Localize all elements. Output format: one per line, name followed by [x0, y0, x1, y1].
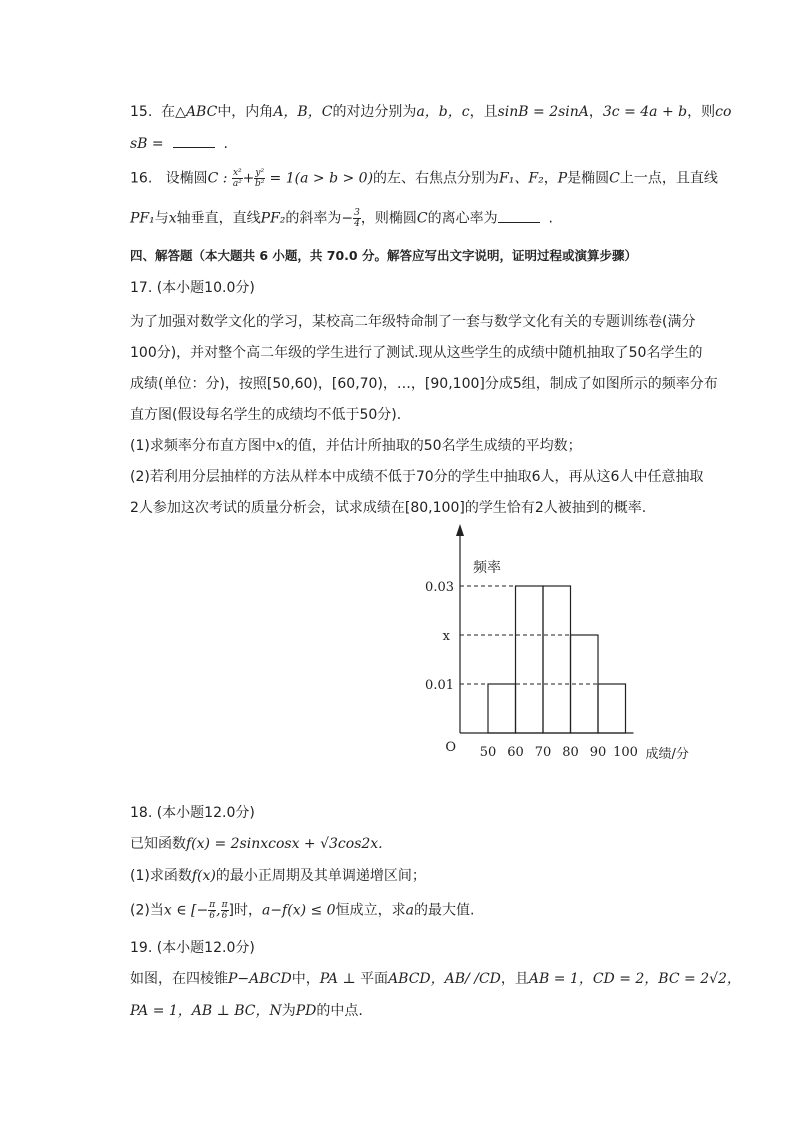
q18-text: 的最大值.: [413, 902, 475, 919]
plus: +: [242, 170, 255, 187]
q16-end: .: [548, 210, 553, 227]
q16-text: 设椭圆: [165, 170, 208, 187]
q16-number: 16.: [130, 170, 153, 187]
q15-text: 中，内角: [217, 104, 274, 120]
q17-part1: [130, 436, 582, 456]
plane-abcd: ABCD，AB/ /CD: [388, 971, 501, 987]
q18-text: 的最小正周期及其单调递增区间；: [215, 868, 426, 884]
segment-pd: PD: [295, 1003, 317, 1019]
histogram-bar: [516, 586, 544, 733]
q15-cos-part: co: [715, 104, 732, 120]
histogram-bar: [598, 684, 626, 733]
x-var: x: [275, 438, 284, 454]
q15-end: .: [223, 136, 228, 152]
line-pf1: PF₁: [130, 210, 155, 227]
q17-para-line: 直方图(假设每名学生的成绩均不低于50分).: [130, 407, 402, 423]
ellipse-name: C: [609, 170, 620, 187]
y-tick-label: 0.01: [425, 678, 454, 693]
q16-text: 是椭圆: [567, 170, 610, 187]
fraction-x2-a2: [232, 168, 243, 189]
q16-line1: [130, 168, 718, 189]
x-tick-label: 60: [507, 745, 524, 760]
frac-num: π: [209, 900, 216, 910]
x-axis-label: 成绩/分: [645, 747, 689, 762]
q15-text: 的对边分别为: [332, 104, 417, 120]
q18-text: 恒成立，求: [335, 902, 406, 919]
q16-text: 的离心率为: [427, 210, 498, 227]
q19-line2: [130, 1001, 363, 1021]
q19-text: 为: [281, 1003, 296, 1019]
q15-number: 15.: [130, 104, 153, 120]
q18-text: (1)求函数: [130, 868, 192, 884]
a-var: a: [405, 902, 414, 919]
function-f: f(x): [191, 868, 216, 884]
ellipse-condition: = 1(a > b > 0): [269, 170, 374, 187]
q16-text: 轴垂直，直线: [176, 210, 261, 227]
minus-sign: −: [341, 210, 354, 227]
frac-den: a²: [232, 179, 242, 189]
q19-text: 中，: [291, 971, 320, 987]
pyramid: P−ABCD: [228, 971, 292, 987]
frac-num: x²: [232, 168, 242, 178]
histogram-bar: [488, 684, 516, 733]
q15-text: ，且: [469, 104, 498, 120]
x-var: x: [168, 210, 177, 227]
q18-part2: [130, 900, 474, 921]
x-tick-label: 70: [534, 745, 552, 760]
q18-text: 已知函数: [130, 836, 186, 852]
y-axis-arrow: [456, 524, 464, 536]
y-tick-label: x: [442, 629, 450, 644]
equation-1: sinB = 2sinA: [497, 104, 589, 120]
q19-line1: [130, 969, 741, 989]
fraction-pi-6: [208, 900, 216, 921]
q16-text: 与: [154, 210, 169, 227]
q15-line2: [130, 134, 228, 154]
q19-text: 如图，在四棱锥: [130, 971, 228, 987]
fraction-y2-b2: [254, 168, 265, 189]
frac-den: 6: [221, 911, 228, 921]
frequency-histogram: [410, 520, 710, 770]
ellipse-name: C: [416, 210, 428, 227]
x-tick-label: 50: [479, 745, 497, 760]
frac-num: π: [221, 900, 228, 910]
y-axis-label: 频率: [473, 560, 501, 576]
q18-given: [130, 834, 383, 854]
q18-text: (2)当: [130, 902, 164, 919]
frac-num: 3: [354, 208, 360, 218]
q15-line1: [130, 102, 731, 122]
q19-header: 19. (本小题12.0分): [130, 940, 255, 956]
ellipse-name: C :: [207, 170, 228, 187]
q19-text: ，且: [500, 971, 529, 987]
q17-text: 的值，并估计所抽取的50名学生成绩的平均数；: [283, 438, 582, 454]
histogram-bar: [543, 586, 571, 733]
q18-text: ]时，: [228, 902, 262, 919]
q15-cos-expr: sB =: [130, 136, 164, 152]
x-tick-label: 90: [589, 745, 607, 760]
fraction-3-4: [353, 208, 361, 229]
frac-den: 4: [354, 219, 360, 229]
q17-text: (1)求频率分布直方图中: [130, 438, 276, 454]
pa-perp: PA ⊥: [319, 971, 361, 987]
q16-text: 上一点，且直线: [619, 170, 718, 187]
answer-blank[interactable]: [498, 210, 540, 223]
q17-para-line: 100分)，并对整个高二年级的学生进行了测试.现从这些学生的成绩中随机抽取了50名学生的: [130, 345, 703, 361]
q16-text: ，: [543, 170, 558, 187]
lengths: AB = 1，CD = 2，BC = 2√2，: [528, 971, 741, 987]
q17-part2-line1: (2)若利用分层抽样的方法从样本中成绩不低于70分的学生中抽取6人，再从这6人中任意抽取: [130, 469, 704, 485]
q16-text: 的斜率为: [285, 210, 342, 227]
q17-header: 17. (本小题10.0分): [130, 280, 255, 296]
q17-para-line: 成绩(单位：分)，按照[50,60)，[60,70)，…，[90,100]分成5组，制成了如图所示的频率分布: [130, 376, 718, 392]
inequality: a−f(x) ≤ 0: [261, 902, 336, 919]
q17-para-line: 为了加强对数学文化的学习，某校高二年级特命制了一套与数学文化有关的专题训练卷(满分: [130, 314, 696, 330]
q19-text: 平面: [360, 971, 389, 987]
answer-blank[interactable]: [173, 135, 215, 148]
q17-part2-line2: 2人参加这次考试的质量分析会，试求成绩在[80,100]的学生恰有2人被抽到的概率.: [130, 500, 647, 516]
section-heading: 四、解答题（本大题共 6 小题，共 70.0 分。解答应写出文字说明，证明过程或演算步骤）: [130, 248, 637, 263]
angles: A，B，C: [273, 104, 333, 120]
sides: a，b，c: [416, 104, 470, 120]
line-pf2: PF₂: [260, 210, 286, 227]
q16-text: 的左、右焦点分别为: [373, 170, 500, 187]
frac-den: b²: [255, 179, 265, 189]
lengths: PA = 1，AB ⊥ BC，N: [130, 1003, 282, 1019]
frac-den: 6: [209, 911, 216, 921]
q15-text: ，: [588, 104, 603, 120]
fraction-pi-6: [221, 900, 229, 921]
comma: ,: [216, 902, 221, 919]
q18-part1: [130, 866, 426, 886]
x-tick-label: 80: [562, 745, 579, 760]
q16-text: ，则椭圆: [360, 210, 417, 227]
origin-label: O: [445, 740, 456, 755]
interval-start: x ∈ [−: [163, 902, 209, 919]
function-f: f(x) = 2sinxcosx + √3cos2x.: [186, 836, 383, 852]
q19-text: 的中点.: [316, 1003, 363, 1019]
frac-num: y²: [255, 168, 265, 178]
foci: F₁、F₂: [499, 170, 544, 187]
triangle-abc: △ABC: [175, 104, 218, 120]
x-tick-label: 100: [613, 745, 638, 760]
q15-text: ，则: [687, 104, 716, 120]
equation-2: 3c = 4a + b: [602, 104, 688, 120]
q15-text: 在: [161, 104, 176, 120]
point-p: P: [557, 170, 568, 187]
q18-header: 18. (本小题12.0分): [130, 805, 255, 821]
y-tick-label: 0.03: [425, 580, 454, 595]
q16-line2: [130, 208, 553, 229]
